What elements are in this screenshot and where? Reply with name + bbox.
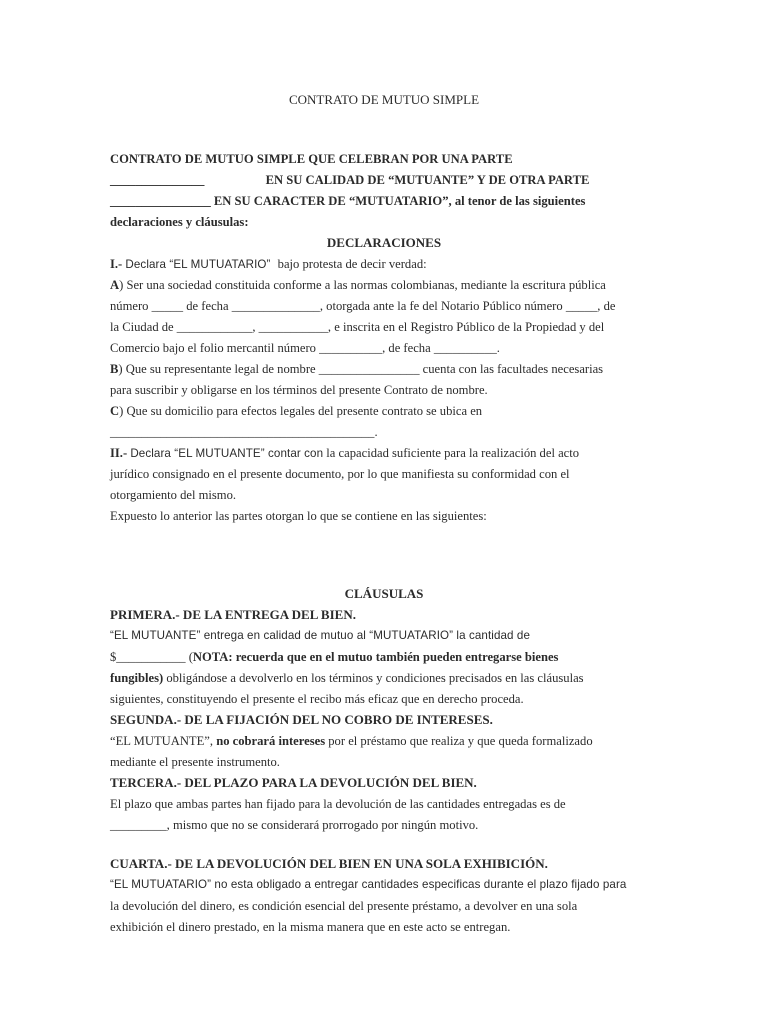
- clausula-tercera-line-1: El plazo que ambas partes han fijado para la devolución de las cantidades entregadas es de: [110, 797, 566, 811]
- declaracion-b-line-2: para suscribir y obligarse en los términos del presente Contrato de nombre.: [110, 383, 488, 397]
- clausula-tercera-title: TERCERA.- DEL PLAZO PARA LA DEVOLUCIÓN DEL BIEN.: [110, 775, 477, 790]
- expuesto-line: Expuesto lo anterior las partes otorgan lo que se contiene en las siguientes:: [110, 509, 487, 523]
- clausulas-heading: CLÁUSULAS: [344, 586, 424, 601]
- clausula-segunda-title: SEGUNDA.- DE LA FIJACIÓN DEL NO COBRO DE INTERESES.: [110, 712, 493, 727]
- declaracion-a-line-1: [110, 277, 606, 293]
- declaracion-ii-party: Declara “EL MUTUANTE” contar con: [130, 447, 324, 460]
- document-title: CONTRATO DE MUTUO SIMPLE: [288, 92, 480, 107]
- declaracion-ii-line-2: jurídico consignado en el presente documento, por lo que manifiesta su conformidad con el: [110, 467, 570, 481]
- declaracion-a-line-4: Comercio bajo el folio mercantil número __________, de fecha __________.: [110, 341, 500, 355]
- declaracion-ii-text: la capacidad suficiente para la realización del acto: [326, 446, 580, 460]
- declaracion-b-text-1: ) Que su representante legal de nombre ________________ cuenta con las facultades necesarias: [118, 362, 604, 376]
- intro-line-3: ________________ EN SU CARACTER DE “MUTUATARIO”, al tenor de las siguientes: [110, 194, 586, 208]
- clausula-tercera-line-2: _________, mismo que no se considerará prorrogado por ningún motivo.: [110, 818, 479, 832]
- clausula-cuarta-line-3: exhibición el dinero prestado, en la misma manera que en este acto se entregan.: [110, 920, 511, 934]
- clausula-primera-line-1: “EL MUTUANTE” entrega en calidad de mutuo al “MUTUATARIO” la cantidad de: [110, 629, 531, 642]
- intro-line-2: [110, 172, 589, 188]
- intro-mutuante-text: EN SU CALIDAD DE “MUTUANTE” Y DE OTRA PARTE: [265, 173, 590, 187]
- clausula-cuarta-line-2: la devolución del dinero, es condición esencial del presente préstamo, a devolver en una sola: [110, 899, 578, 913]
- intro-line-1: CONTRATO DE MUTUO SIMPLE QUE CELEBRAN POR UNA PARTE: [110, 152, 513, 166]
- declaracion-c-label: C: [110, 404, 120, 418]
- intro-line-4: declaraciones y cláusulas:: [110, 215, 249, 229]
- declaracion-b-line-1: [110, 361, 603, 377]
- clausula-primera-nota: NOTA: recuerda que en el mutuo también pueden entregarse bienes: [192, 650, 559, 664]
- intro-blank-mutuante: _______________: [110, 173, 205, 187]
- clausula-primera-line-4: siguientes, constituyendo el presente el recibo más eficaz que en derecho proceda.: [110, 692, 524, 706]
- declaraciones-heading: DECLARACIONES: [326, 235, 442, 250]
- declaracion-i-party: Declara “EL MUTUATARIO”: [125, 258, 271, 271]
- clausula-cuarta-line-1: “EL MUTUATARIO” no esta obligado a entregar cantidades especificas durante el plazo fijado para: [110, 878, 627, 891]
- declaracion-a-line-2: número _____ de fecha ______________, otorgada ante la fe del Notario Público número _____, de: [110, 299, 616, 313]
- declaracion-ii-label: II.-: [110, 446, 128, 460]
- declaracion-ii-line-3: otorgamiento del mismo.: [110, 488, 237, 502]
- clausula-cuarta-title: CUARTA.- DE LA DEVOLUCIÓN DEL BIEN EN UNA SOLA EXHIBICIÓN.: [110, 856, 548, 871]
- declaracion-i: [110, 256, 427, 273]
- clausula-primera-text-3: obligándose a devolverlo en los términos y condiciones precisados en las cláusulas: [163, 671, 584, 685]
- clausula-segunda-line-1: [110, 733, 593, 749]
- clausula-segunda-no-intereses: no cobrará intereses: [216, 734, 326, 748]
- clausula-segunda-text-1: por el préstamo que realiza y que queda formalizado: [325, 734, 593, 748]
- clausula-primera-line-3: [110, 670, 584, 686]
- clausula-segunda-party: “EL MUTUANTE”,: [110, 734, 217, 748]
- declaracion-i-text: bajo protesta de decir verdad:: [277, 257, 427, 271]
- clausula-segunda-line-2: mediante el presente instrumento.: [110, 755, 280, 769]
- declaracion-c-text-1: ) Que su domicilio para efectos legales del presente contrato se ubica en: [119, 404, 483, 418]
- declaracion-a-label: A: [110, 278, 120, 292]
- declaracion-b-label: B: [110, 362, 119, 376]
- clausula-primera-fungibles: fungibles): [110, 671, 164, 685]
- declaracion-a-text-1: ) Ser una sociedad constituida conforme a las normas colombianas, mediante la escritura pública: [119, 278, 606, 292]
- declaracion-c-line-1: [110, 403, 482, 419]
- declaracion-c-line-2: __________________________________________.: [110, 425, 378, 439]
- clausula-primera-title: PRIMERA.- DE LA ENTREGA DEL BIEN.: [110, 607, 356, 622]
- clausula-primera-amount: $___________ (: [110, 650, 193, 664]
- declaracion-ii-line-1: [110, 445, 579, 462]
- declaracion-i-label: I.-: [110, 257, 123, 271]
- clausula-primera-line-2: [110, 649, 558, 665]
- declaracion-a-line-3: la Ciudad de ____________, ___________, e inscrita en el Registro Público de la Propiedad y del: [110, 320, 605, 334]
